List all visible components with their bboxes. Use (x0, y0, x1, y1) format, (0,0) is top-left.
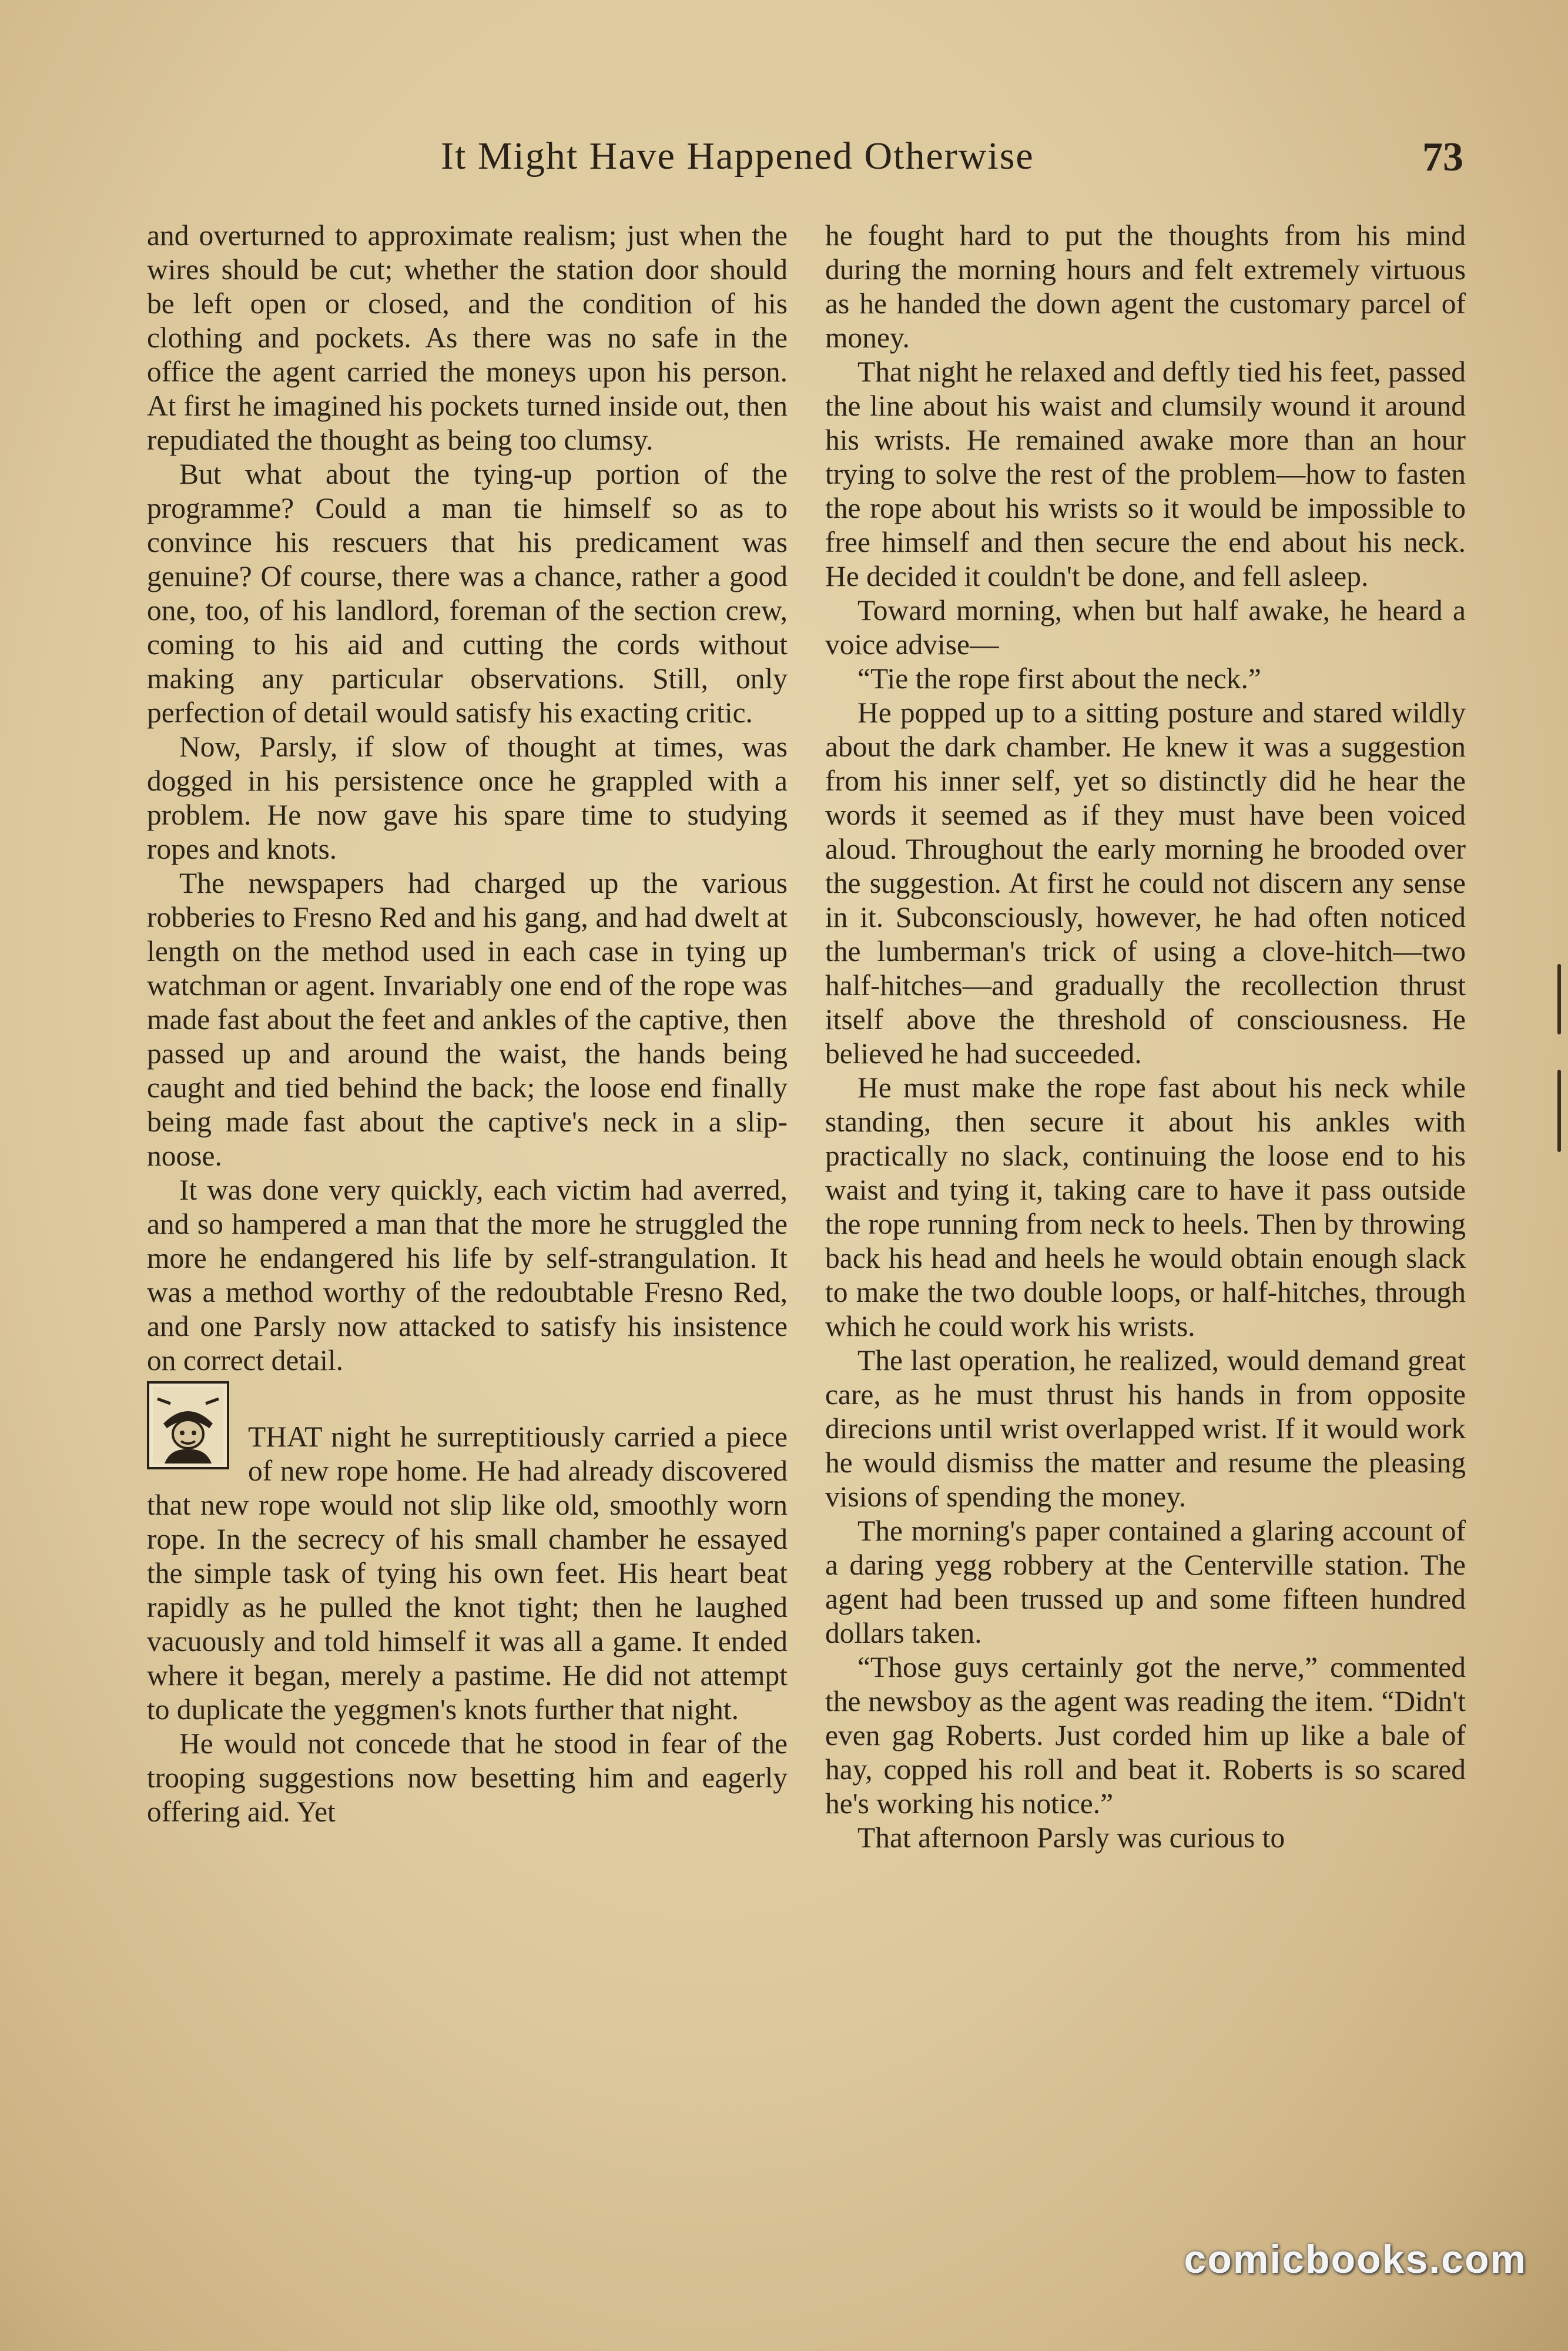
paragraph: He popped up to a sitting posture and stared wildly about the dark chamber. He knew it was a suggestion from his inner self, yet so distinctly did he hear the words it seemed as if they must have been voiced aloud. Throughout the early morning he brooded over the suggestion. At first he could not discern any sense in it. Subconsciously, however, he had often noticed the lumberman's trick of using a clove-hitch—two half-hitches—and gradually the recollection thrust itself above the threshold of consciousness. He believed he had succeeded. (825, 696, 1466, 1070)
page-number: 73 (1422, 135, 1463, 180)
paragraph: The morning's paper contained a glaring account of a daring yegg robbery at the Centerville station. The agent had been trussed up and some fifteen hundred dollars taken. (825, 1515, 1466, 1649)
paragraph: It was done very quickly, each victim had averred, and so hampered a man that the more he struggled the more he endangered his life by self-strangulation. It was a method worthy of the redoubtable Fresno Red, and one Parsly now attacked to satisfy his insistence on correct detail. (147, 1174, 788, 1377)
right-column (825, 219, 1466, 1855)
paragraph: and overturned to approximate realism; just when the wires should be cut; whether the station door should be left open or closed, and the condition of his clothing and pockets. As there was no safe in the office the agent carried the moneys upon his person. At first he imagined his pockets turned inside out, then repudiated the thought as being too clumsy. (147, 219, 788, 456)
page-header (147, 134, 1463, 205)
paragraph: He would not concede that he stood in fear of the trooping suggestions now besetting him and eagerly offering aid. Yet (147, 1727, 788, 1828)
running-title: It Might Have Happened Otherwise (441, 135, 1034, 178)
paragraph: That afternoon Parsly was curious to (857, 1821, 1285, 1854)
paragraph: He must make the rope fast about his neck while standing, then secure it about his ankles with practically no slack, continuing the loose end to his waist and tying it, taking care to have it pass outside the rope running from neck to heels. Then by throwing back his head and heels he would obtain enough slack to make the two double loops, or half-hitches, through which he could work his wrists. (825, 1071, 1466, 1342)
paragraph: The newspapers had charged up the various robberies to Fresno Red and his gang, and had dwelt at length on the method used in each case in tying up watchman or agent. Invariably one end of the rope was made fast about the feet and ankles of the captive, then passed up and around the waist, the hands being caught and tied behind the back; the loose end finally being made fast about the captive's neck in a slip-noose. (147, 867, 788, 1172)
paragraph: Now, Parsly, if slow of thought at times, was dogged in his persistence once he grappled with a problem. He now gave his spare time to studying ropes and knots. (147, 731, 788, 865)
watermark: comicbooks.com (1184, 2237, 1527, 2282)
paragraph: That night he relaxed and deftly tied his feet, passed the line about his waist and clumsily wound it around his wrists. He remained awake more than an hour trying to solve the rest of the problem—how to fasten the rope about his wrists so it would be impossible to free himself and then secure the end about his neck. He decided it couldn't be done, and fell asleep. (825, 356, 1466, 592)
paragraph: “Tie the rope first about the neck.” (857, 662, 1261, 695)
paragraph: THAT night he surreptitiously carried a piece of new rope home. He had already discovered that new rope would not slip like old, smoothly worn rope. In the secrecy of his small chamber he essayed the simple task of tying his own feet. His heart beat rapidly as he pulled the knot tight; then he laughed vacuously and told himself it was all a game. It ended where it began, merely a pastime. He did not attempt to duplicate the yeggmen's knots further that night. (147, 1421, 788, 1726)
left-column (147, 219, 788, 1829)
page-edge-mark (1557, 1070, 1561, 1152)
page-edge-mark (1557, 964, 1561, 1034)
man-portrait-dropcap-icon (147, 1381, 229, 1469)
paragraph: Toward morning, when but half awake, he heard a voice advise— (825, 594, 1466, 661)
paragraph: The last operation, he realized, would demand great care, as he must thrust his hands in from opposite direcions until wrist overlapped wrist. If it would work he would dismiss the matter and resume the pleasing visions of spending the money. (825, 1344, 1466, 1513)
paragraph: “Those guys certainly got the nerve,” commented the newsboy as the agent was reading the item. “Didn't even gag Roberts. Just corded him up like a bale of hay, copped his roll and beat it. Roberts is so scared he's working his notice.” (825, 1651, 1466, 1820)
paragraph: But what about the tying-up portion of the programme? Could a man tie himself so as to convince his rescuers that his predicament was genuine? Of course, there was a chance, rather a good one, too, of his landlord, foreman of the section crew, coming to his aid and cutting the cords without making any particular observations. Still, only perfection of detail would satisfy his exacting critic. (147, 458, 788, 729)
paragraph: he fought hard to put the thoughts from his mind during the morning hours and felt extremely virtuous as he handed the down agent the customary parcel of money. (825, 219, 1466, 354)
